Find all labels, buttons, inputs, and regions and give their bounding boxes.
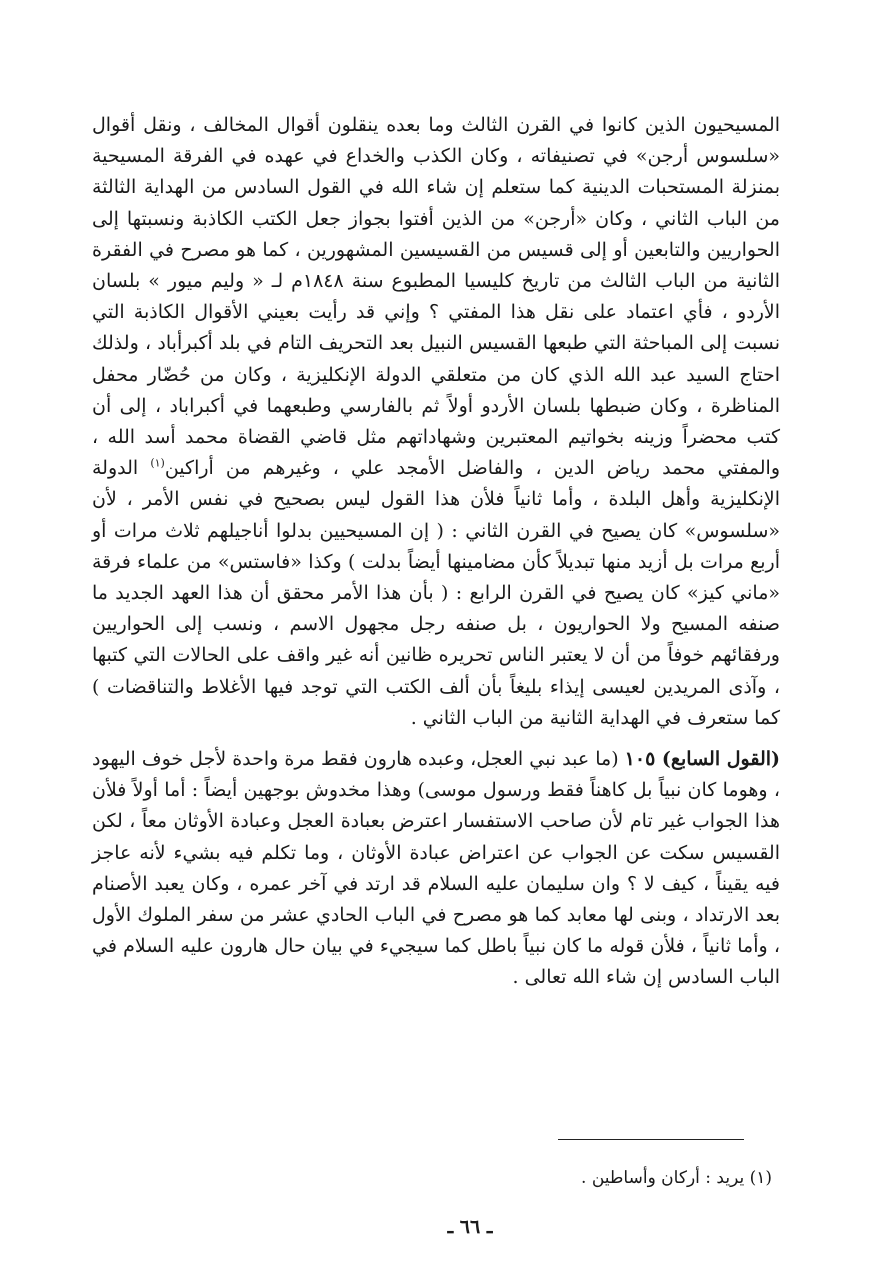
footnote: (١) يريد : أركان وأساطين . <box>581 1168 772 1188</box>
paragraph-2-heading: (القول السابع) ١٠٥ <box>624 748 781 771</box>
paragraph-1 <box>92 110 780 734</box>
page-number: ـ ٦٦ ـ <box>447 1216 493 1238</box>
paragraph-2 <box>92 744 780 994</box>
footnote-marker[interactable]: (١) <box>150 456 165 470</box>
paragraph-1-text: المسيحيون الذين كانوا في القرن الثالث وما بعده ينقلون أقوال المخالف ، ونقل أقوال «سلسوس أرجن» في تصنيفاته ، وكان الكذب والخداع في عهده في الفرقة المسيحية بمنزلة المستحبات الدينية كما ستعلم إن شاء الله في القول السادس من الهداية الثالثة من الباب الثاني ، وكان «أرجن» من الذين أفتوا بجواز جعل الكتب الكاذبة ونسبتها إلى الحواريين والتابعين أو إلى قسيس من القسيسين المشهورين ، كما هو مصرح في الفقرة الثانية من الباب الثالث من تاريخ كليسيا المطبوع سنة ١٨٤٨م لـ « وليم ميور » بلسان الأردو ، فأي اعتماد على نقل هذا المفتي ؟ وإني قد رأيت بعيني الأقوال الكاذبة التي نسبت إلى المباحثة التي طبعها القسيس النبيل بعد التحريف التام في بلد أكبرأباد ، ولذلك احتاج السيد عبد الله الذي كان من متعلقي الدولة الإنكليزية ، وكان من حُضّار محفل المناظرة ، وكان ضبطها بلسان الأردو أولاً ثم بالفارسي وطبعهما في أكبراباد ، إلى أن كتب محضراً وزينه بخواتيم المعتبرين وشهاداتهم مثل قاضي القضاة محمد أسد الله ، والمفتي محمد رياض الدين ، والفاضل الأمجد علي ، وغيرهم من أراكين <box>92 114 780 480</box>
main-text <box>92 110 780 994</box>
footnote-divider <box>558 1139 744 1140</box>
paragraph-1-continued: الدولة الإنكليزية وأهل البلدة ، وأما ثانياً فلأن هذا القول ليس بصحيح في نفس الأمر ، لأن «سلسوس» كان يصيح في القرن الثاني : ( إن المسيحيين بدلوا أناجيلهم ثلاث مرات أو أربع مرات بل أزيد منها تبديلاً كأن مضامينها أيضاً بدلت ) وكذا «فاستس» من علماء فرقة «ماني كيز» كان يصيح في القرن الرابع : ( بأن هذا الأمر محقق أن هذا العهد الجديد ما صنفه المسيح ولا الحواريون ، بل صنفه رجل مجهول الاسم ، ونسب إلى الحواريين ورفقائهم خوفاً من أن لا يعتبر الناس تحريره ظانين أنه غير واقف على الحالات التي كتبها ، وآذى المريدين لعيسى إيذاء بليغاً بأن ألف الكتب التي توجد فيها الأغلاط والتناقضات ) كما ستعرف في الهداية الثانية من الباب الثاني . <box>92 457 780 729</box>
paragraph-2-text: (ما عبد نبي العجل، وعبده هارون فقط مرة واحدة لأجل خوف اليهود ، وهوما كان نبياً بل كاهناً فقط ورسول موسى) وهذا مخدوش بوجهين أيضاً : أما أولاً فلأن هذا الجواب غير تام لأن صاحب الاستفسار اعترض بعبادة العجل وعبادة الأوثان معاً ، لكن القسيس سكت عن الجواب عن اعتراض عبادة الأوثان ، وما تكلم فيه بشيء لأنه عاجز فيه يقيناً ، كيف لا ؟ وان سليمان عليه السلام قد ارتد في آخر عمره ، وكان يعبد الأصنام بعد الارتداد ، وبنى لها معابد كما هو مصرح في الباب الحادي عشر من سفر الملوك الأول ، وأما ثانياً ، فلأن قوله ما كان نبياً باطل كما سيجيء في بيان حال هارون عليه السلام في الباب السادس إن شاء الله تعالى . <box>92 748 780 989</box>
